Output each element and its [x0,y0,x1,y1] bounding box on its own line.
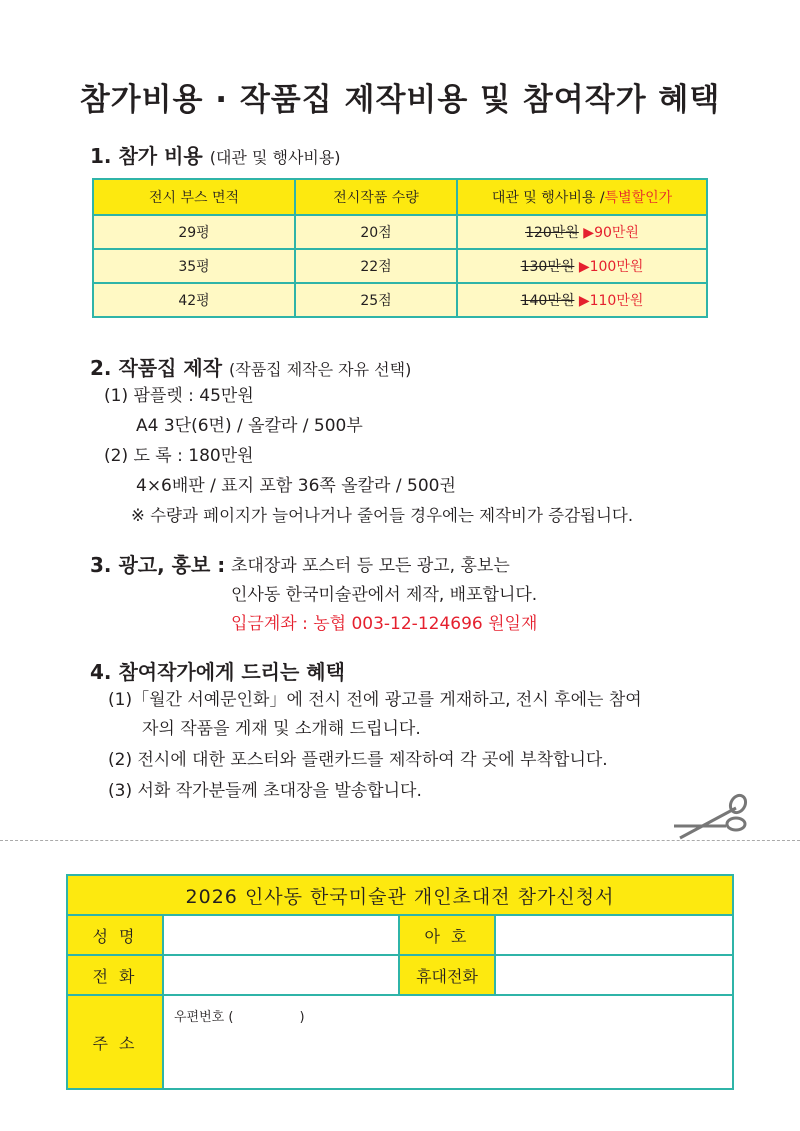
old-price: 120만원 [525,225,579,241]
phone-field[interactable] [163,955,399,995]
postal-code-label: 우편번호 ( ) [174,1010,305,1025]
address-field[interactable] [163,995,733,1089]
section-3-title: 3. 광고, 홍보 : [90,553,226,577]
mobile-field[interactable] [495,955,733,995]
cell-qty: 20점 [295,215,457,249]
section-1-subtitle: (대관 및 행사비용) [209,148,341,167]
benefit-3: (3) 서화 작가분들께 초대장을 발송합니다. [108,781,422,801]
bank-account: 입금계좌 : 농협 003-12-124696 원일재 [231,614,538,634]
cell-cost [457,249,707,283]
fee-table-header [93,179,707,215]
cell-area: 29평 [93,215,295,249]
cell-area: 42평 [93,283,295,317]
promo-line-1: 초대장과 포스터 등 모든 광고, 홍보는 [231,556,510,576]
page-title: 참가비용 · 작품집 제작비용 및 참여작가 혜택 [79,82,721,118]
old-price: 130만원 [520,259,575,275]
pen-name-label: 아 호 [399,915,495,955]
pamphlet-spec: A4 3단(6면) / 올칼라 / 500부 [136,416,363,436]
table-row [93,283,707,317]
address-label: 주 소 [67,995,163,1089]
table-row [93,249,707,283]
cell-qty: 25점 [295,283,457,317]
cut-line [0,840,800,841]
header-cost [457,179,707,215]
discount-price: ▶100만원 [578,259,644,275]
section-2-title: 2. 작품집 제작 [90,356,223,380]
section-1-title: 1. 참가 비용 [90,144,203,168]
scissors-icon [670,790,750,845]
section-2-heading [90,352,411,381]
section-2-subtitle: (작품집 제작은 자유 선택) [229,360,412,379]
phone-label: 전 화 [67,955,163,995]
discount-price: ▶110만원 [578,293,644,309]
discount-price: ▶90만원 [583,225,639,241]
benefit-1-cont: 자의 작품을 게재 및 소개해 드립니다. [142,719,421,739]
header-qty: 전시작품 수량 [295,179,457,215]
name-field[interactable] [163,915,399,955]
benefit-1: (1)「월간 서예문인화」에 전시 전에 광고를 게재하고, 전시 후에는 참여 [108,690,642,710]
name-label: 성 명 [67,915,163,955]
benefit-2: (2) 전시에 대한 포스터와 플랜카드를 제작하여 각 곳에 부착합니다. [108,750,608,770]
table-row [93,215,707,249]
header-cost-label: 대관 및 행사비용 / [491,190,605,206]
section-1-heading [90,140,341,169]
catalog-line: (2) 도 록 : 180만원 [104,446,254,466]
pamphlet-line: (1) 팜플렛 : 45만원 [104,386,254,406]
cell-cost [457,283,707,317]
application-form [66,874,734,1090]
header-discount-label: 특별할인가 [604,190,673,206]
catalog-spec: 4×6배판 / 표지 포함 36쪽 올칼라 / 500권 [136,476,456,496]
cell-qty: 22점 [295,249,457,283]
cost-note: ※ 수량과 페이지가 늘어나거나 줄어들 경우에는 제작비가 증감됩니다. [131,506,634,525]
promo-line-2: 인사동 한국미술관에서 제작, 배포합니다. [231,585,538,605]
mobile-label: 휴대전화 [399,955,495,995]
header-area: 전시 부스 면적 [93,179,295,215]
cell-area: 35평 [93,249,295,283]
form-title: 2026 인사동 한국미술관 개인초대전 참가신청서 [67,875,733,915]
old-price: 140만원 [520,293,575,309]
fee-table [92,178,708,318]
pen-name-field[interactable] [495,915,733,955]
cell-cost [457,215,707,249]
section-4-title: 4. 참여작가에게 드리는 혜택 [90,660,345,684]
